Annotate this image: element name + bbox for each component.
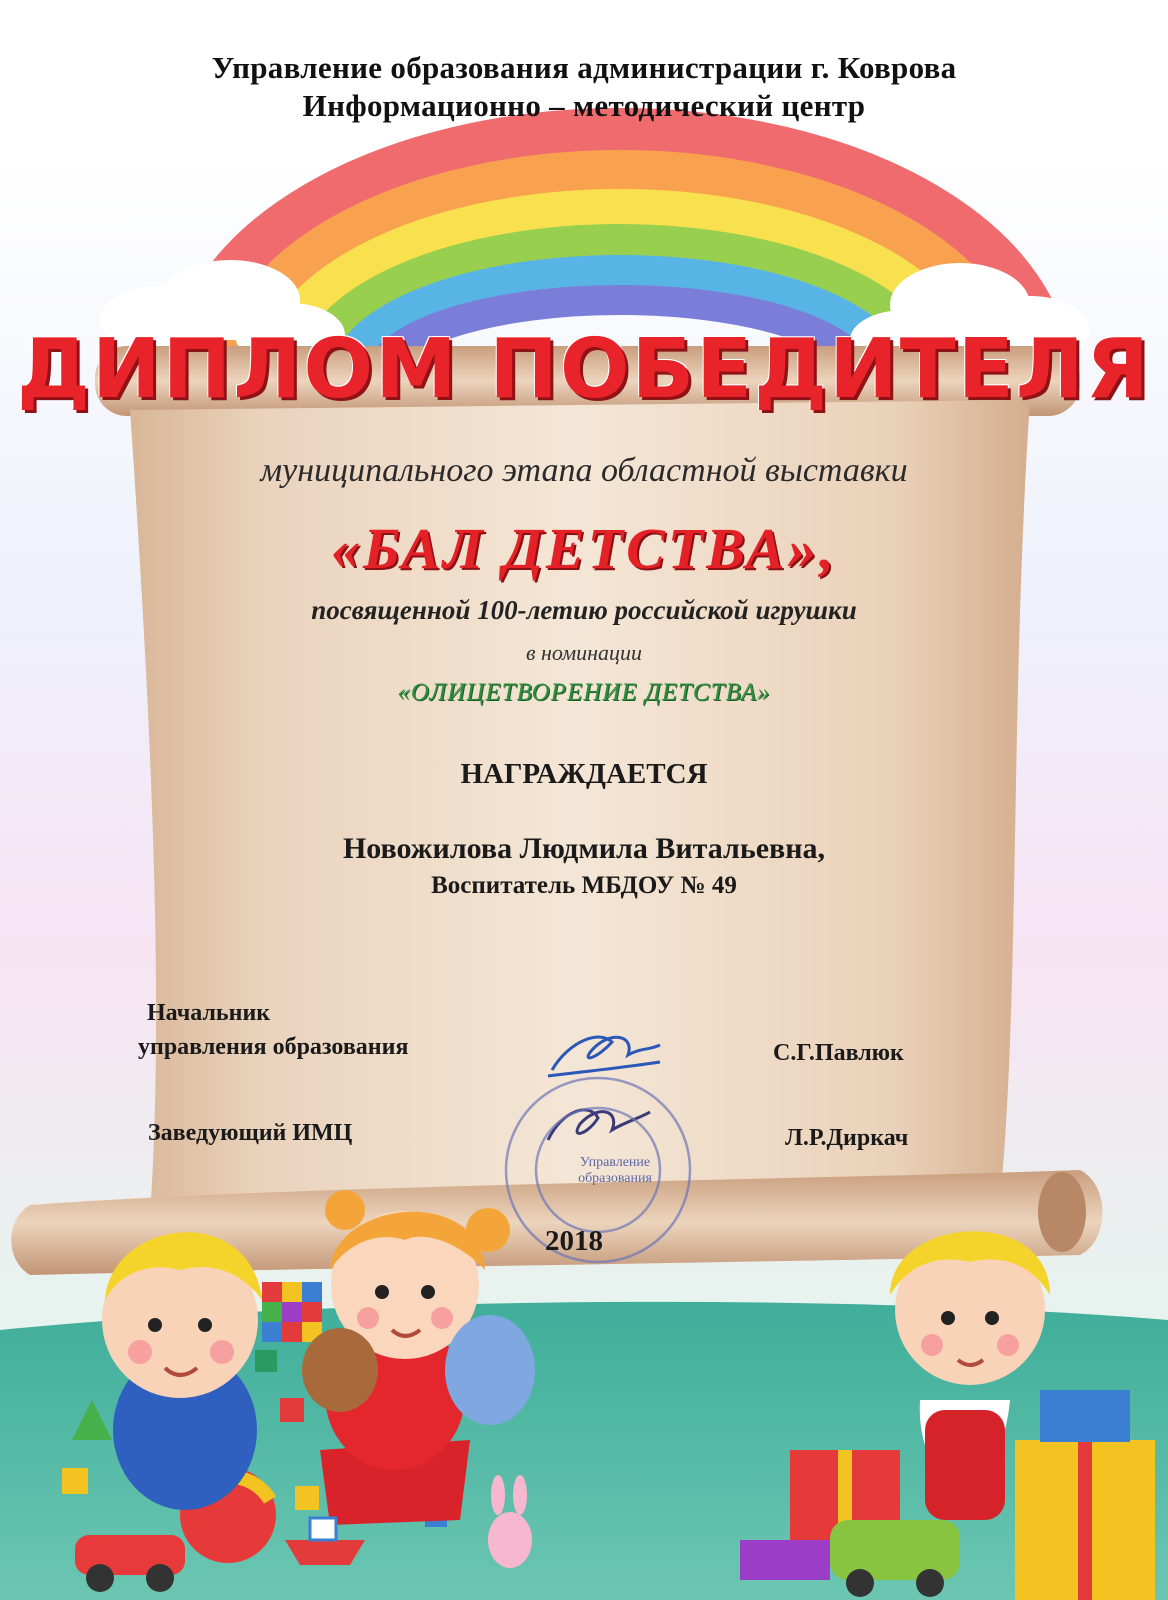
event-subtitle: муниципального этапа областной выставки	[260, 452, 908, 489]
recipient-name: Новожилова Людмила Витальевна,	[342, 832, 826, 865]
event-name: «БАЛ ДЕТСТВА»,	[331, 516, 837, 581]
diploma-year: 2018	[545, 1225, 603, 1257]
header-organization: Управление образования администрации г. Коврова	[211, 50, 957, 85]
signatory-1-name: С.Г.Павлюк	[773, 1040, 904, 1066]
recipient-position: Воспитатель МБДОУ № 49	[431, 872, 737, 899]
stamp-text: Управление образования	[578, 1155, 652, 1186]
awarded-label: НАГРАЖДАЕТСЯ	[460, 758, 708, 790]
signatory-1-title-line1: Начальник	[147, 1000, 271, 1026]
boy-left-illustration	[102, 1232, 262, 1510]
signatory-2-title: Заведующий ИМЦ	[148, 1120, 353, 1146]
signatory-2-name: Л.Р.Диркач	[785, 1125, 909, 1151]
dedication-text: посвященной 100-летию российской игрушки	[311, 595, 857, 625]
header-center: Информационно – методический центр	[302, 88, 866, 123]
nomination-label: в номинации	[525, 640, 643, 665]
diploma-title: ДИПЛОМ ПОБЕДИТЕЛЯ	[17, 322, 1151, 417]
nomination-name: «ОЛИЦЕТВОРЕНИЕ ДЕТСТВА»	[397, 679, 771, 706]
signatory-1-title-line2: управления образования	[138, 1034, 409, 1060]
